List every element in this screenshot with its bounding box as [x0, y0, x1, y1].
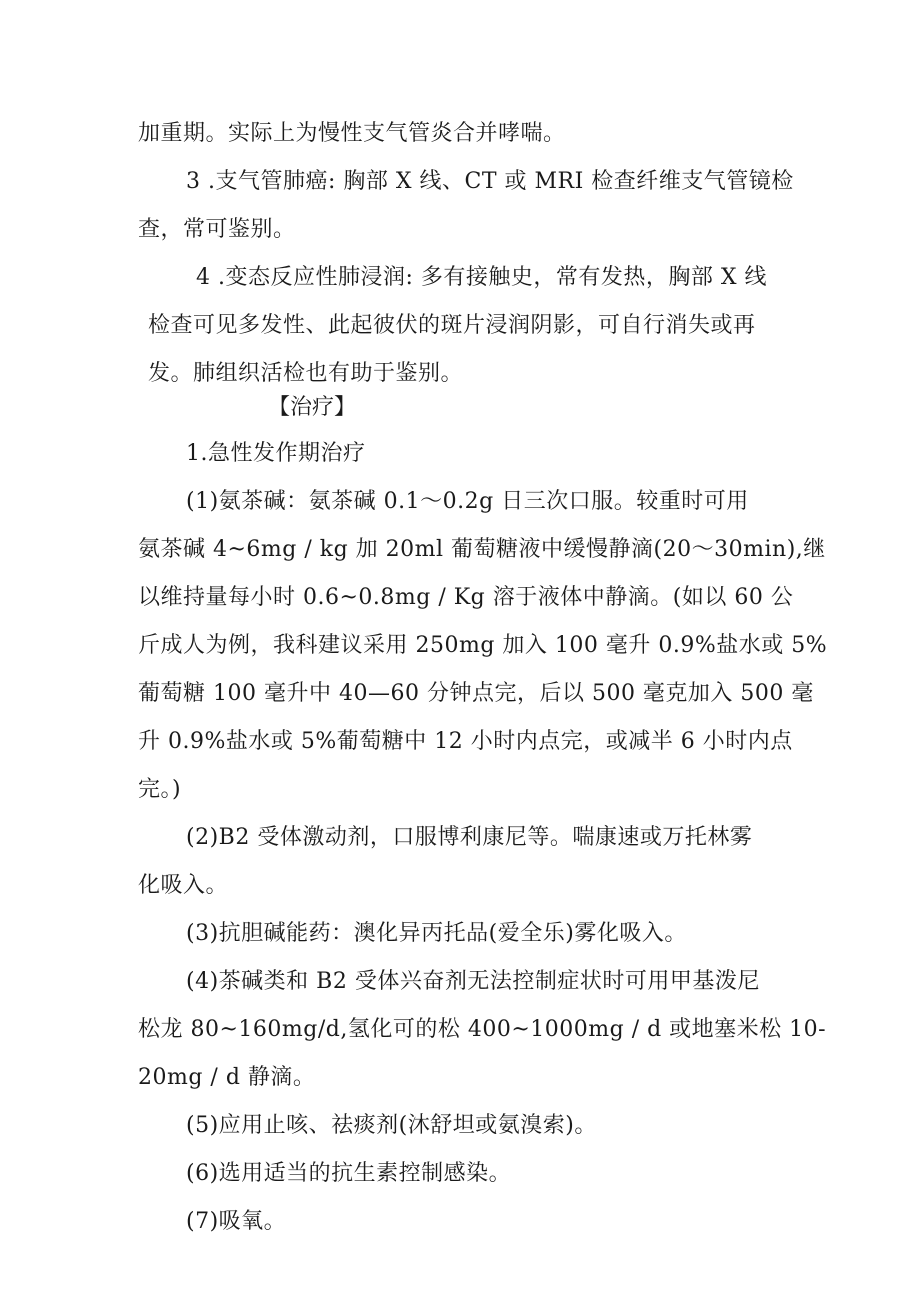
text-line: 葡萄糖 100 毫升中 40—60 分钟点完，后以 500 毫克加入 500 毫 — [138, 681, 814, 706]
text-line: (5)应用止咳、祛痰剂(沐舒坦或氨溴索)。 — [186, 1113, 597, 1138]
text-line: 3 .支气管肺癌: 胸部 X 线、CT 或 MRI 检查纤维支气管镜检 — [186, 169, 794, 194]
text-line: 加重期。实际上为慢性支气管炎合并哮喘。 — [138, 121, 566, 146]
text-line: (6)选用适当的抗生素控制感染。 — [186, 1161, 512, 1186]
text-line: 4 .变态反应性肺浸润: 多有接触史，常有发热，胸部 X 线 — [196, 265, 768, 290]
text-line: 发。肺组织活检也有助于鉴别。 — [148, 361, 464, 386]
section-heading: 【治疗】 — [268, 395, 357, 420]
text-line: 1.急性发作期治疗 — [186, 441, 366, 466]
text-line: (7)吸氧。 — [186, 1209, 287, 1234]
text-line: (2)B2 受体激动剂，口服博利康尼等。喘康速或万托林雾 — [186, 825, 753, 850]
text-line: (3)抗胆碱能药：澳化异丙托品(爱全乐)雾化吸入。 — [186, 921, 687, 946]
text-line: 氨茶碱 4~6mg / kg 加 20ml 葡萄糖液中缓慢静滴(20～30min),继 — [138, 537, 826, 562]
text-line: (4)茶碱类和 B2 受体兴奋剂无法控制症状时可用甲基泼尼 — [186, 969, 760, 994]
text-line: 升 0.9%盐水或 5%葡萄糖中 12 小时内点完，或减半 6 小时内点 — [138, 729, 793, 754]
text-line: 完。) — [138, 777, 182, 802]
text-line: 以维持量每小时 0.6~0.8mg / Kg 溶于液体中静滴。(如以 60 公 — [138, 585, 794, 610]
text-line: 斤成人为例，我科建议采用 250mg 加入 100 毫升 0.9%盐水或 5% — [138, 633, 828, 658]
text-line: 查，常可鉴别。 — [138, 217, 296, 242]
text-line: (1)氨茶碱：氨茶碱 0.1～0.2g 日三次口服。较重时可用 — [186, 489, 749, 514]
text-line: 检查可见多发性、此起彼伏的斑片浸润阴影，可自行消失或再 — [148, 313, 756, 338]
text-line: 松龙 80~160mg/d,氢化可的松 400~1000mg / d 或地塞米松 10- — [138, 1017, 827, 1042]
text-line: 化吸入。 — [138, 873, 229, 898]
text-line: 20mg / d 静滴。 — [138, 1065, 316, 1090]
